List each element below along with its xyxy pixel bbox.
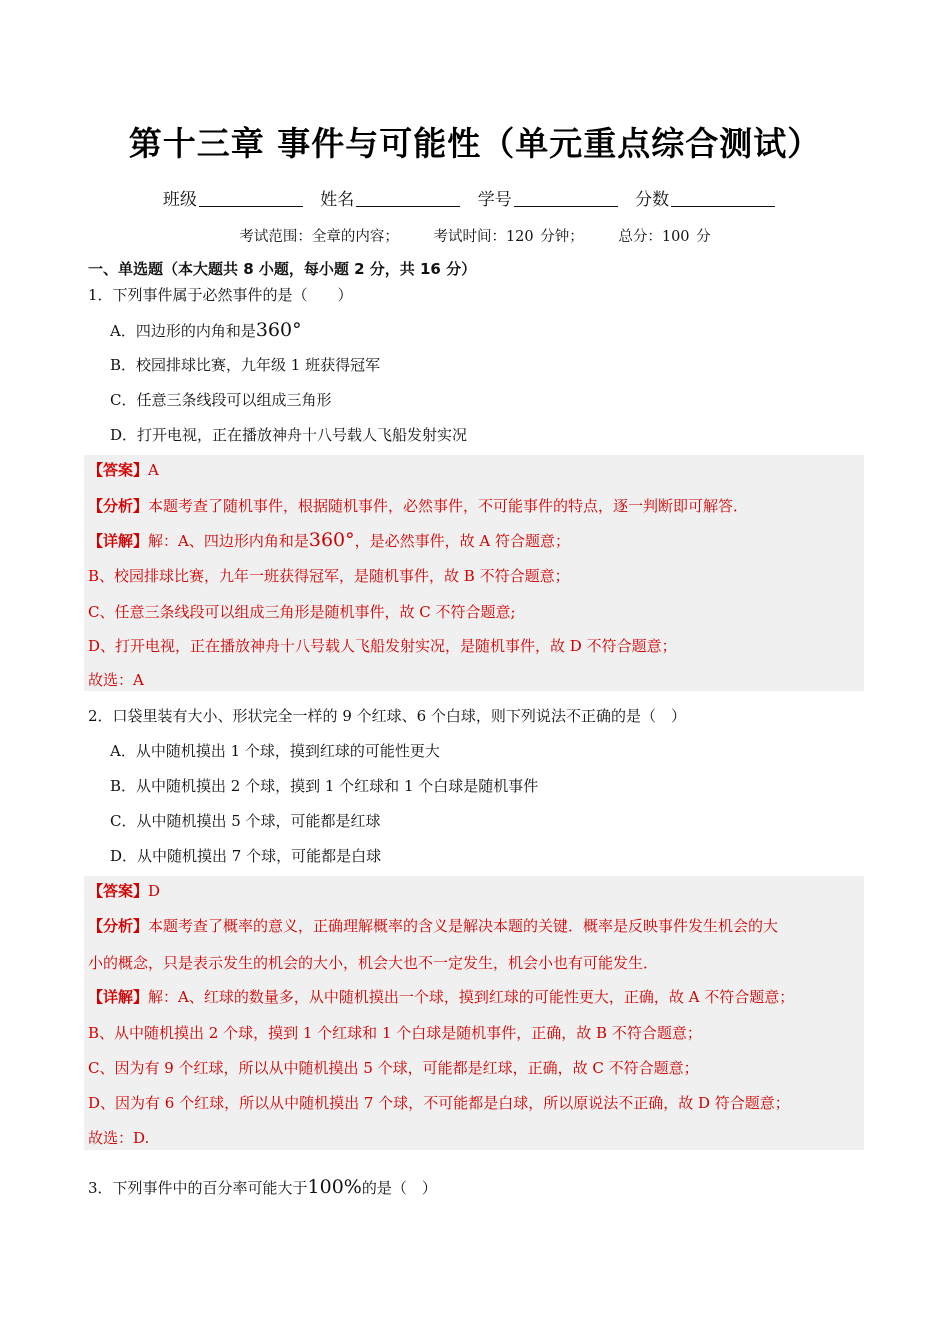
- class-blank: [199, 190, 303, 207]
- q2-detail-text: 解：A、红球的数量多，从中随机摸出一个球，摸到红球的可能性更大，正确，故 A 不符合题意；: [148, 988, 795, 1006]
- q2-detail-line-4: D、因为有 6 个红球，所以从中随机摸出 7 个球，不可能都是白球，所以原说法不正确，故 D 符合题意；: [88, 1094, 790, 1112]
- page-title: 第十三章 事件与可能性（单元重点综合测试）: [128, 124, 822, 163]
- q1-choice: 故选：A: [88, 671, 144, 689]
- q1-detail-line-4: D、打开电视，正在播放神舟十八号载人飞船发射实况，是随机事件，故 D 不符合题意；: [88, 637, 677, 655]
- q1-option-a: [110, 319, 302, 342]
- id-label: 学号: [477, 190, 512, 210]
- q1-detail: [88, 529, 570, 552]
- q1-option-b: B．校园排球比赛，九年级 1 班获得冠军: [110, 356, 381, 374]
- q2-analysis-line-2: 小的概念，只是表示发生的机会的大小，机会大也不一定发生，机会小也有可能发生．: [88, 954, 659, 972]
- q2-stem: 2．口袋里装有大小、形状完全一样的 9 个红球、6 个白球，则下列说法不正确的是（ ）: [88, 707, 686, 725]
- q2-detail-line-2: B、从中随机摸出 2 个球，摸到 1 个红球和 1 个白球是随机事件，正确，故 B 不符合题意；: [88, 1024, 702, 1042]
- q1-answer: [88, 459, 159, 481]
- q1-analysis-text: 本题考查了随机事件，根据随机事件，必然事件，不可能事件的特点，逐一判断即可解答．: [148, 497, 749, 515]
- q1-analysis: [88, 495, 748, 517]
- exam-scope-row: [0, 225, 950, 246]
- q1-detail-math: 360°: [308, 529, 355, 551]
- q1-detail-pre: 解：A、四边形内角和是: [148, 532, 309, 550]
- q1-answer-box: [84, 455, 864, 691]
- class-label: 班级: [162, 190, 197, 210]
- q2-answer-value: D: [148, 882, 161, 900]
- q2-detail: [88, 986, 794, 1008]
- exam-time: 考试时间：120 分钟；: [433, 229, 584, 245]
- q2-answer: [88, 880, 160, 902]
- q1-detail-tag: 【详解】: [88, 532, 149, 550]
- name-label: 姓名: [320, 190, 355, 210]
- q1-stem: 1．下列事件属于必然事件的是（ ）: [88, 286, 353, 304]
- q1-option-a-text: A．四边形的内角和是: [110, 322, 256, 340]
- q3-stem-math: 100%: [307, 1176, 362, 1198]
- q2-analysis-tag: 【分析】: [88, 917, 149, 935]
- q1-analysis-tag: 【分析】: [88, 497, 149, 515]
- score-label: 分数: [635, 190, 670, 210]
- id-blank: [514, 190, 618, 207]
- q2-analysis: [88, 915, 778, 937]
- exam-total: 总分：100 分: [618, 229, 711, 245]
- section-heading: 一、单选题（本大题共 8 小题，每小题 2 分，共 16 分）: [88, 260, 477, 278]
- q1-option-a-math: 360°: [255, 319, 302, 341]
- q3-stem-pre: 3．下列事件中的百分率可能大于: [88, 1179, 308, 1197]
- q2-option-a: A．从中随机摸出 1 个球，摸到红球的可能性更大: [110, 742, 440, 760]
- q2-option-c: C．从中随机摸出 5 个球，可能都是红球: [110, 812, 381, 830]
- q1-detail-line-3: C、任意三条线段可以组成三角形是随机事件，故 C 不符合题意;: [88, 603, 516, 621]
- q3-stem-post: 的是（ ）: [361, 1179, 437, 1197]
- name-blank: [356, 190, 460, 207]
- student-info-row: [0, 185, 950, 210]
- q2-analysis-text: 本题考查了概率的意义，正确理解概率的含义是解决本题的关键．概率是反映事件发生机会的大: [148, 917, 779, 935]
- q2-detail-line-3: C、因为有 9 个红球，所以从中随机摸出 5 个球，可能都是红球，正确，故 C 不符合题意；: [88, 1059, 699, 1077]
- q1-answer-value: A: [148, 461, 159, 479]
- q1-option-c: C．任意三条线段可以组成三角形: [110, 391, 332, 409]
- q1-option-d: D．打开电视，正在播放神舟十八号载人飞船发射实况: [110, 426, 468, 444]
- q1-answer-tag: 【答案】: [88, 461, 149, 479]
- q1-detail-line-2: B、校园排球比赛，九年一班获得冠军，是随机事件，故 B 不符合题意；: [88, 567, 570, 585]
- score-blank: [671, 190, 775, 207]
- q2-detail-tag: 【详解】: [88, 988, 149, 1006]
- q2-option-b: B．从中随机摸出 2 个球，摸到 1 个红球和 1 个白球是随机事件: [110, 777, 539, 795]
- q2-answer-box: [84, 876, 864, 1150]
- exam-scope: 考试范围：全章的内容；: [239, 229, 399, 245]
- q2-answer-tag: 【答案】: [88, 882, 149, 900]
- q2-option-d: D．从中随机摸出 7 个球，可能都是白球: [110, 847, 382, 865]
- q1-detail-post: ，是必然事件，故 A 符合题意；: [354, 532, 570, 550]
- q2-choice: 故选：D.: [88, 1129, 150, 1147]
- q3-stem: [88, 1176, 437, 1199]
